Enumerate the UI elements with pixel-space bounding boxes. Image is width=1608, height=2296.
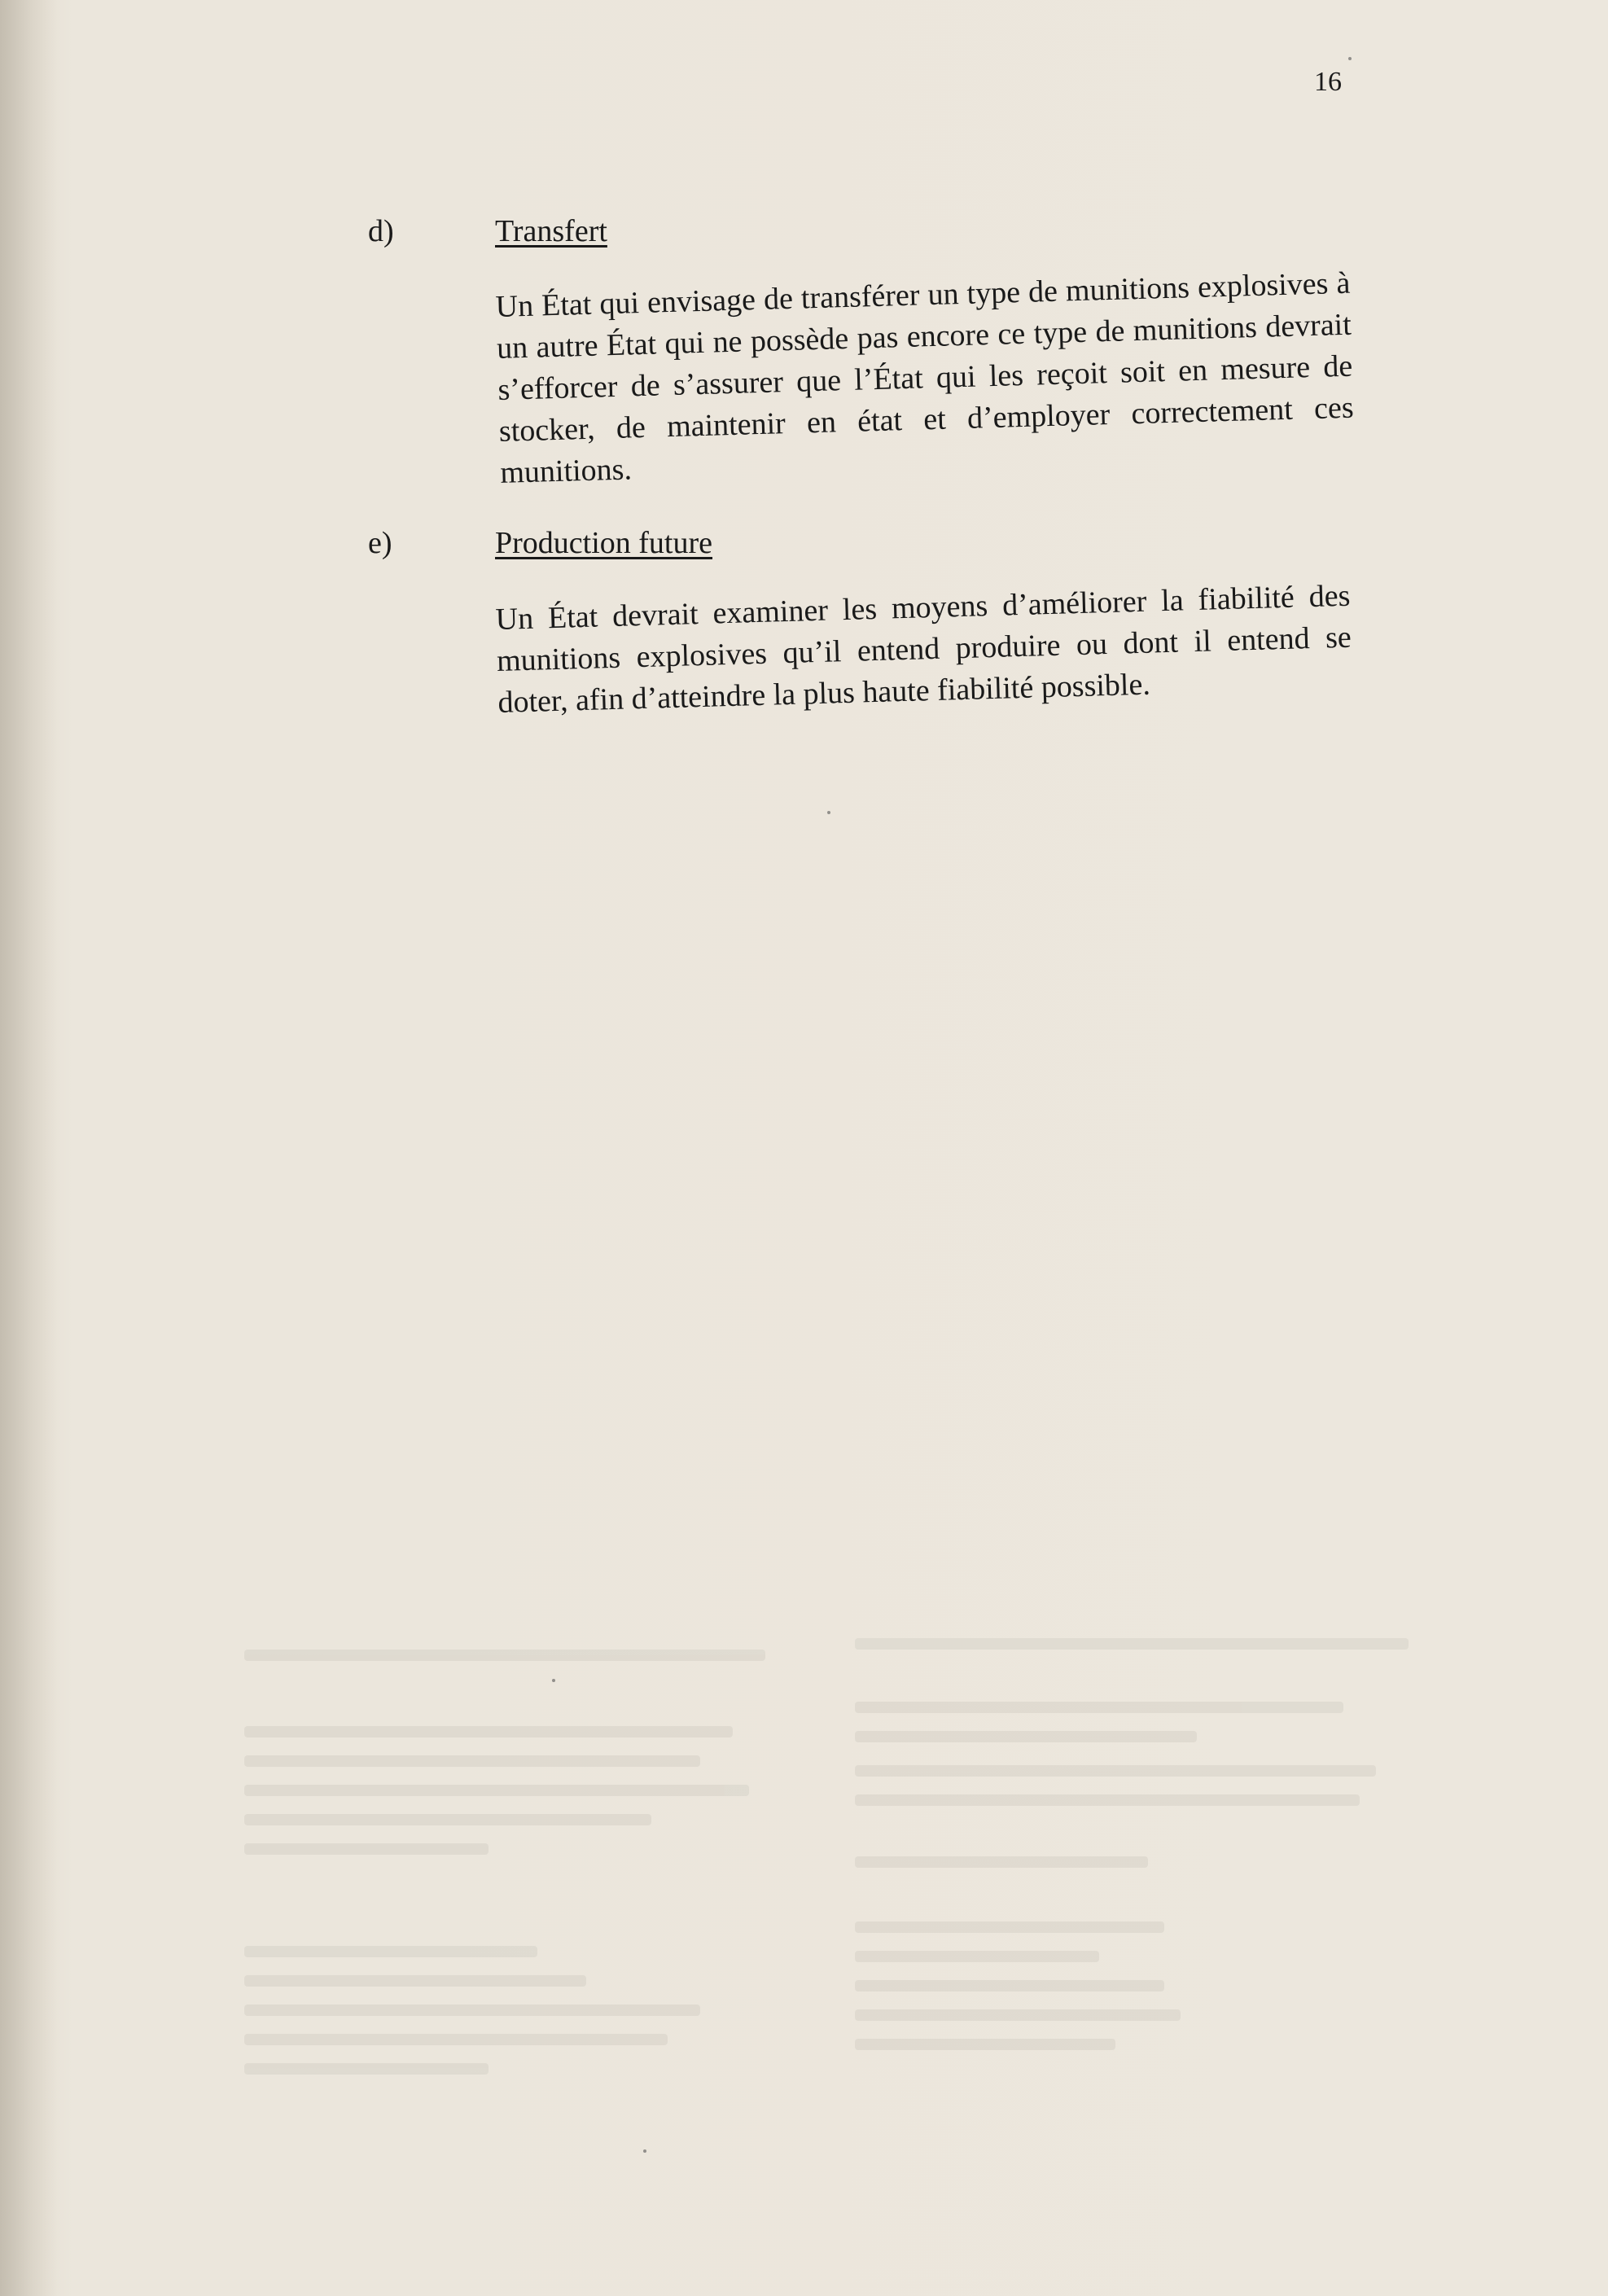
paper-speck	[643, 2149, 646, 2153]
reverse-side-show-through	[0, 1596, 1608, 2101]
section-marker: e)	[368, 526, 392, 560]
section-paragraph: Un État devrait examiner les moyens d’améliorer la fiabilité des munitions explosives qu’il entend produire ou dont il entend se doter, afin d’atteindre la plus haute fiabilité possible.	[495, 578, 1352, 720]
section-paragraph: Un État qui envisage de transférer un type de munitions explosives à un autre État qui ne possède pas encore ce type de munitions devrait s’efforcer de s’assurer que l’État qui les reçoit soit en mesure de stocker, de maintenir en état et d’employer correctement ces munitions.	[495, 265, 1355, 490]
paper-speck	[552, 1679, 555, 1682]
page-number: 16	[1314, 67, 1342, 97]
section-title: Production future	[495, 526, 713, 560]
section-marker: d)	[368, 214, 394, 248]
paper-speck	[1348, 57, 1352, 60]
binding-gutter-shadow	[0, 0, 57, 2296]
section-title: Transfert	[495, 214, 607, 248]
paper-speck	[827, 811, 830, 814]
